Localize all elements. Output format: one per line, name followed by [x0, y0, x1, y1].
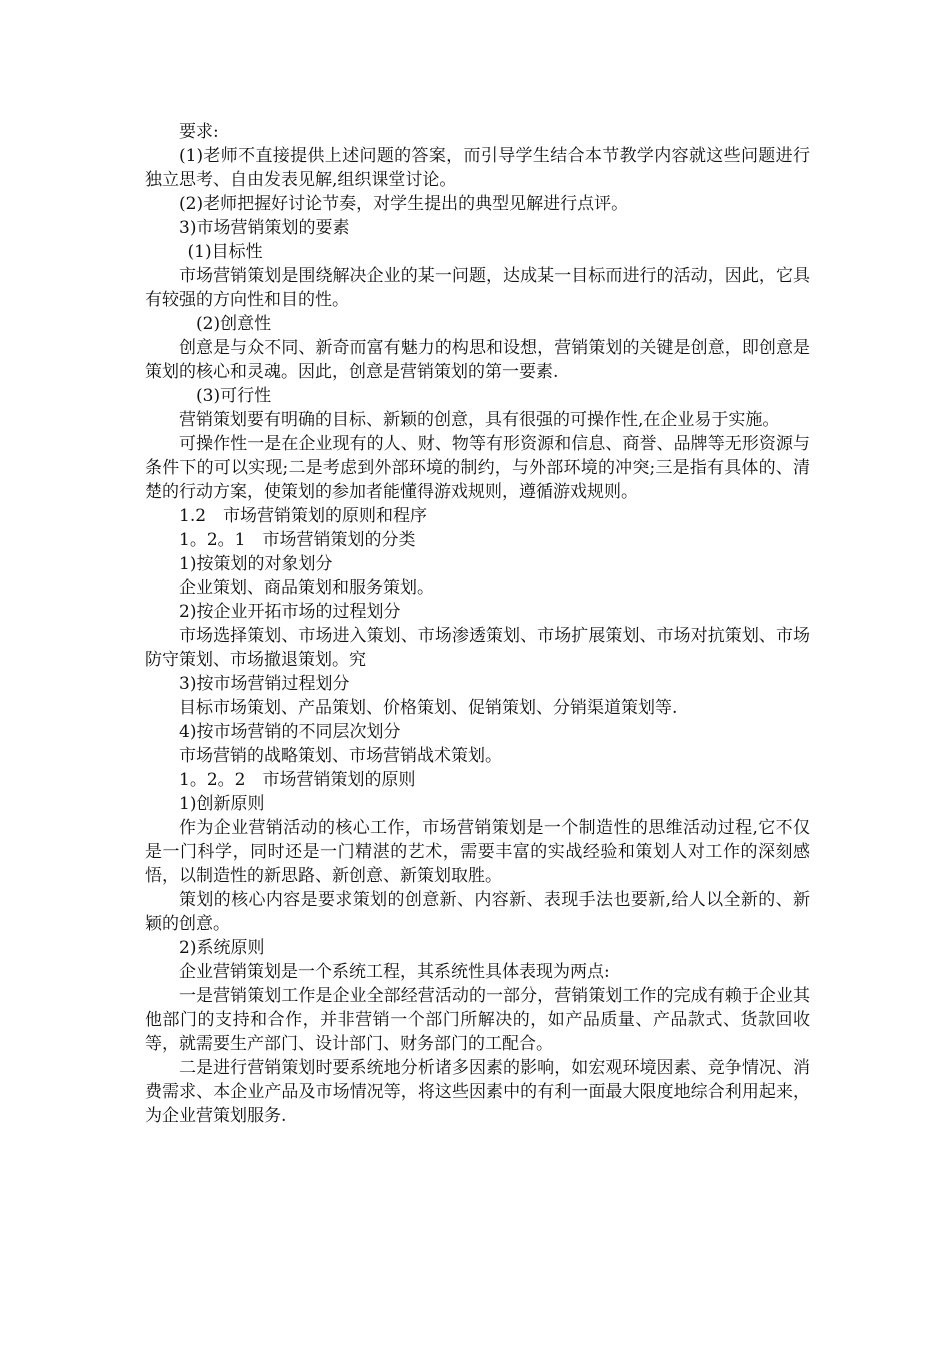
section-heading-1-2-1: 1。2。1 市场营销策划的分类: [179, 530, 416, 550]
paragraph-creativity: 创意是与众不同、新奇而富有魅力的构思和设想，营销策划的关键是创意，即创意是策划的核心和灵魂。因此，创意是营销策划的第一要素.: [145, 338, 810, 382]
paragraph-system-point-1: 一是营销策划工作是企业全部经营活动的一部分，营销策划工作的完成有赖于企业其他部门的支持和合作，并非营销一个部门所解决的，如产品质量、产品款式、货款回收等，就需要生产部门、设计部门、财务部门的工配合。: [145, 986, 810, 1054]
section-heading-elements: 3)市场营销策划的要素: [179, 218, 350, 238]
paragraph-requirement-2: (2)老师把握好讨论节奏，对学生提出的典型见解进行点评。: [179, 194, 629, 214]
paragraph-by-marketing-process: 目标市场策划、产品策划、价格策划、促销策划、分销渠道策划等.: [179, 698, 678, 718]
paragraph-requirements-heading: 要求:: [179, 122, 219, 142]
paragraph-goal-oriented: 市场营销策划是围绕解决企业的某一问题，达成某一目标而进行的活动，因此，它具有较强的方向性和目的性。: [145, 266, 810, 310]
subheading-goal-oriented: (1)目标性: [187, 242, 263, 262]
section-heading-1-2: 1.2 市场营销策划的原则和程序: [179, 506, 428, 526]
paragraph-feasibility: 营销策划要有明确的目标、新颖的创意，具有很强的可操作性,在企业易于实施。: [179, 410, 780, 430]
heading-by-object: 1)按策划的对象划分: [179, 554, 333, 574]
heading-by-market-process: 2)按企业开拓市场的过程划分: [179, 602, 401, 622]
section-heading-1-2-2: 1。2。2 市场营销策划的原则: [179, 770, 416, 790]
heading-innovation-principle: 1)创新原则: [179, 794, 265, 814]
heading-system-principle: 2)系统原则: [179, 938, 265, 958]
paragraph-by-level: 市场营销的战略策划、市场营销战术策划。: [179, 746, 502, 766]
heading-by-level: 4)按市场营销的不同层次划分: [179, 722, 401, 742]
paragraph-by-object: 企业策划、商品策划和服务策划。: [179, 578, 434, 598]
heading-by-marketing-process: 3)按市场营销过程划分: [179, 674, 350, 694]
paragraph-requirement-1: (1)老师不直接提供上述问题的答案，而引导学生结合本节教学内容就这些问题进行独立思考、自由发表见解,组织课堂讨论。: [145, 146, 810, 190]
paragraph-by-market-process: 市场选择策划、市场进入策划、市场渗透策划、市场扩展策划、市场对抗策划、市场防守策划、市场撤退策划。究: [145, 626, 810, 670]
paragraph-innovation-2: 策划的核心内容是要求策划的创意新、内容新、表现手法也要新,给人以全新的、新颖的创意。: [145, 890, 810, 934]
paragraph-operability: 可操作性一是在企业现有的人、财、物等有形资源和信息、商誉、品牌等无形资源与条件下的可以实现;二是考虑到外部环境的制约，与外部环境的冲突;三是指有具体的、清楚的行动方案，使策划的参加者能懂得游戏规则，遵循游戏规则。: [145, 434, 810, 502]
subheading-feasibility: (3)可行性: [196, 386, 272, 406]
document-body: [145, 120, 810, 1128]
subheading-creativity: (2)创意性: [196, 314, 272, 334]
paragraph-system-intro: 企业营销策划是一个系统工程，其系统性具体表现为两点:: [179, 962, 610, 982]
paragraph-innovation-1: 作为企业营销活动的核心工作，市场营销策划是一个制造性的思维活动过程,它不仅是一门科学，同时还是一门精湛的艺术，需要丰富的实战经验和策划人对工作的深刻感悟，以制造性的新思路、新创意、新策划取胜。: [145, 818, 810, 886]
paragraph-system-point-2: 二是进行营销策划时要系统地分析诸多因素的影响，如宏观环境因素、竞争情况、消费需求、本企业产品及市场情况等，将这些因素中的有利一面最大限度地综合利用起来，为企业营策划服务.: [145, 1058, 810, 1126]
